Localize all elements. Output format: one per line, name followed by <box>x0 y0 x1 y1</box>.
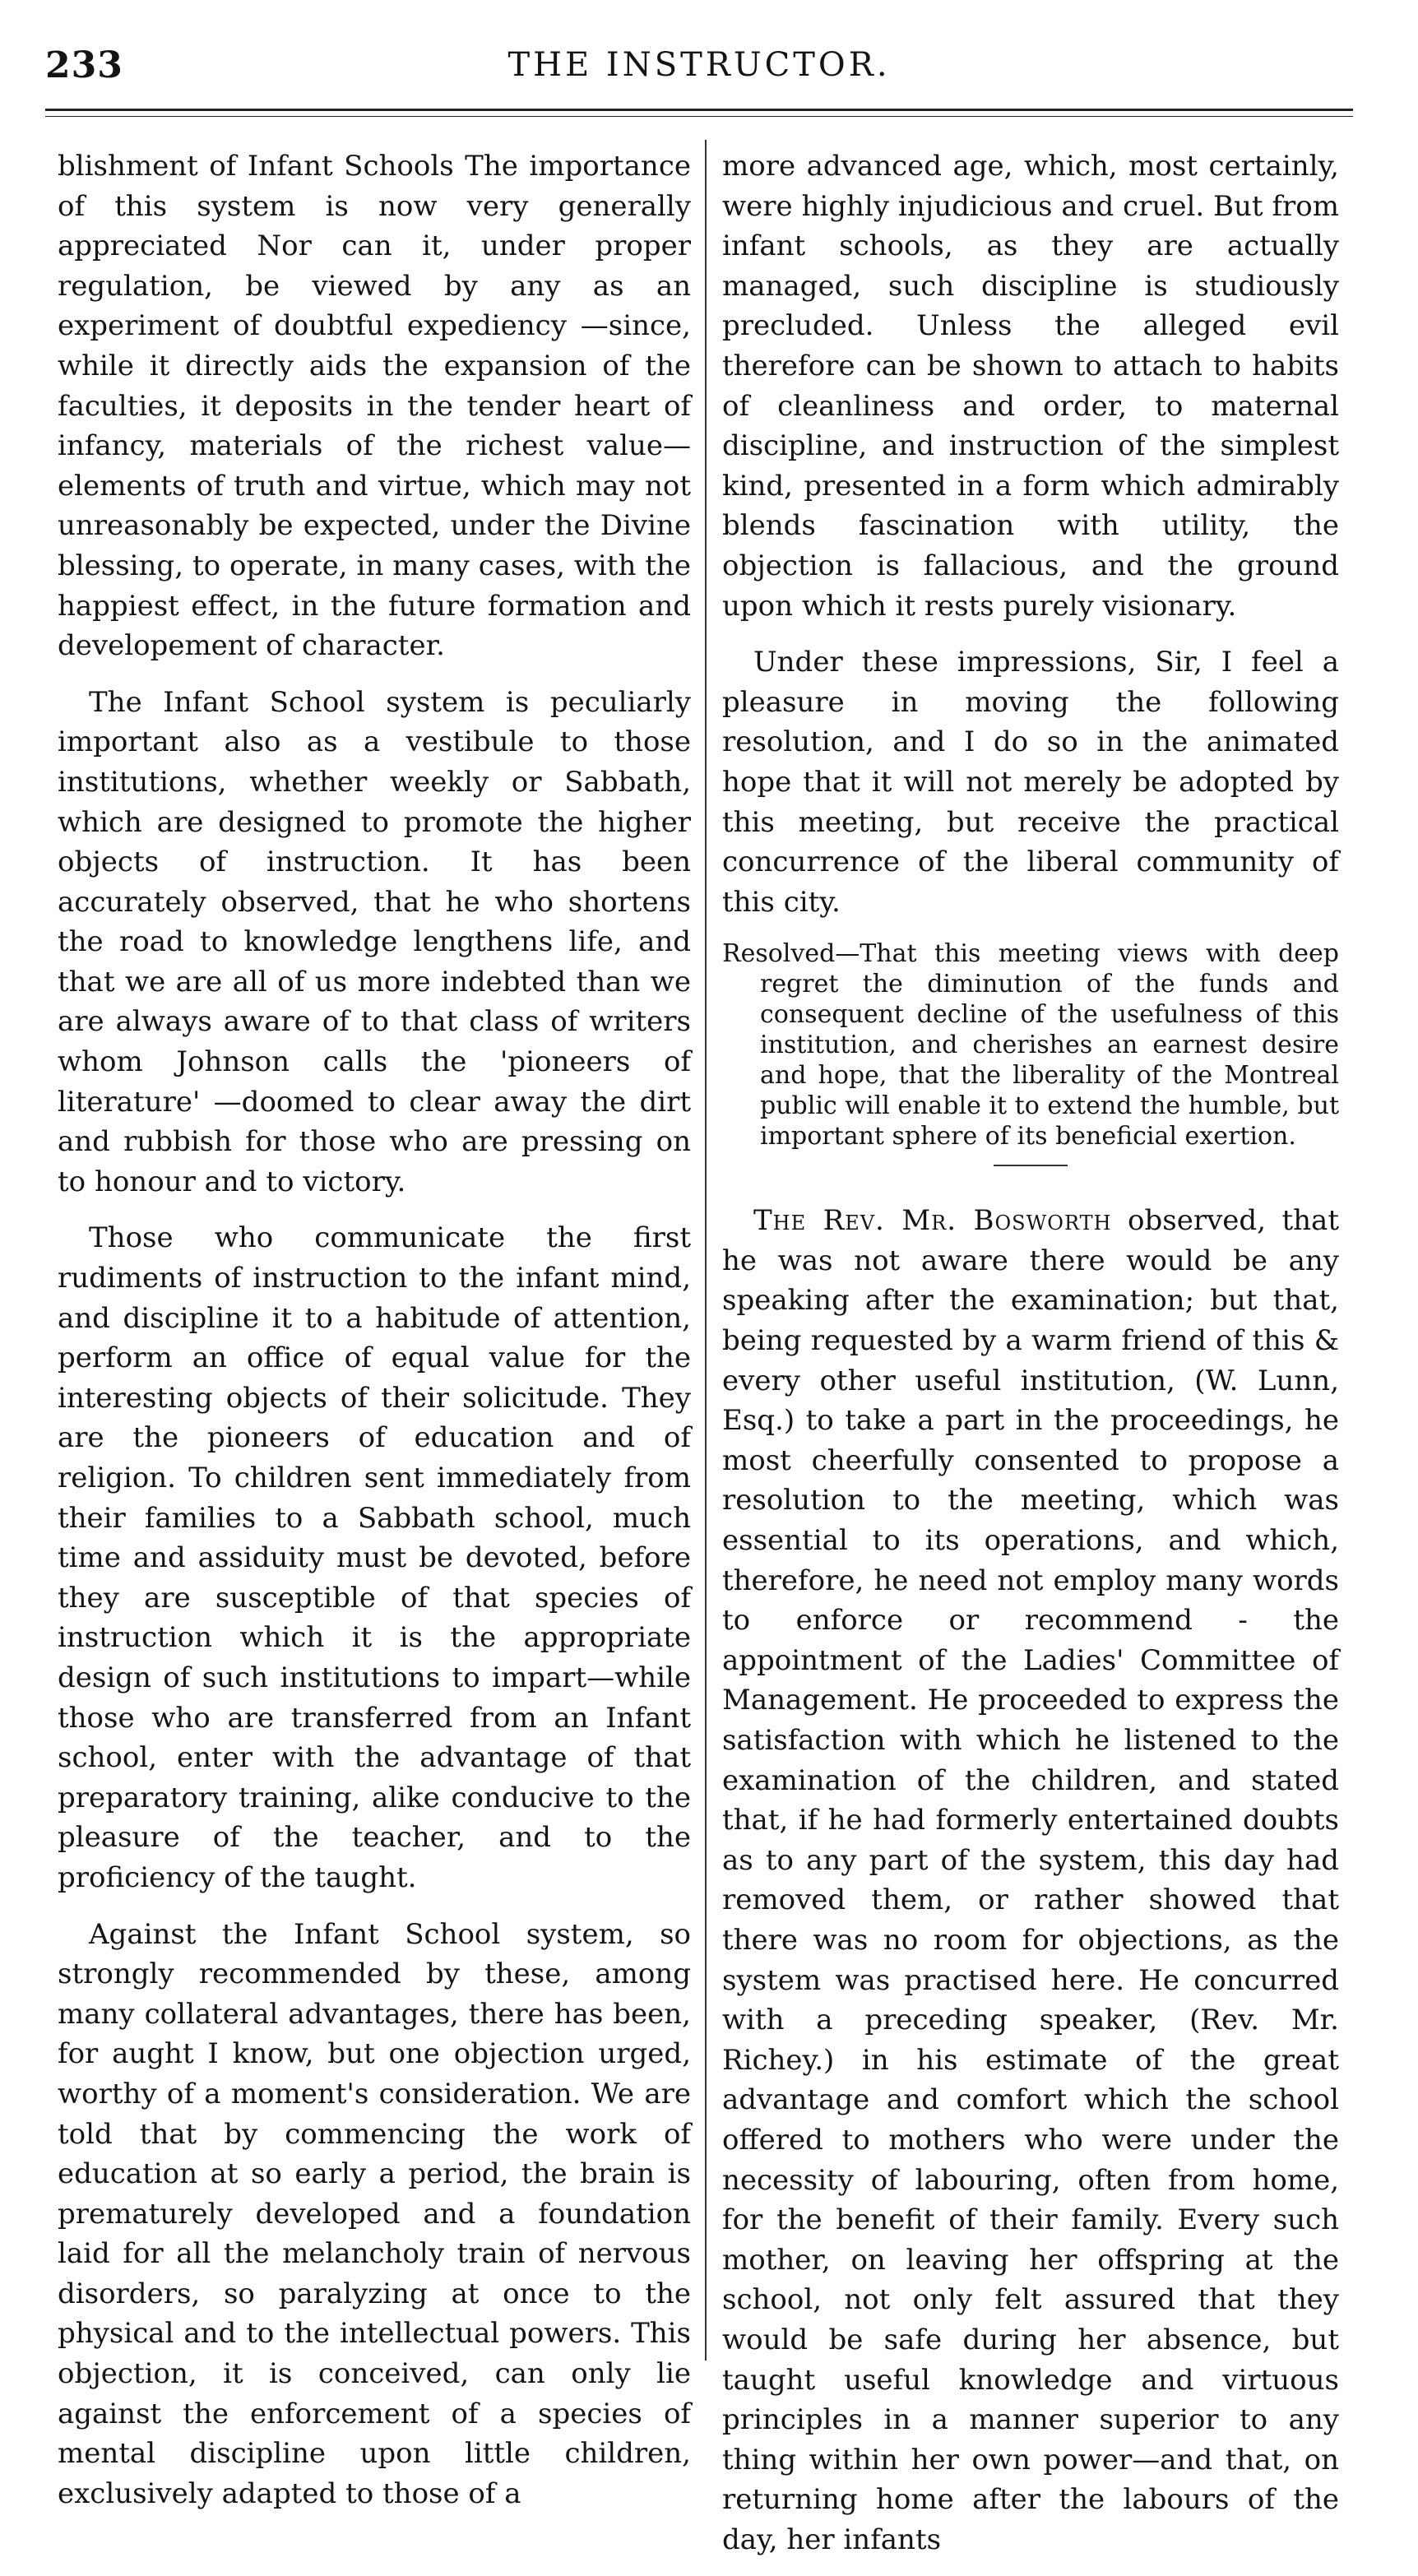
speech-text: observed, that he was not aware there would be any speaking after the examination; but that, being requested by a warm friend of this & every other useful institution, (W. Lunn, Esq.) to take a part in the proceedings, he most cheerfully consented to propose a resolution to the meeting, which was essential to its operations, and which, therefore, he need not employ many words to enforce or recommend - the appointment of the Ladies' Committee of Management. He proceeded to express the satisfaction with which he listened to the examination of the children, and stated that, if he had formerly entertained doubts as to any part of the system, this day had removed them, or rather showed that there was no room for objections, as the system was practised here. He concurred with a preceding speaker, (Rev. Mr. Richey.) in his estimate of the great advantage and comfort which the school offered to mothers who were under the necessity of labouring, often from home, for the benefit of their family. Every such mother, on leaving her offspring at the school, not only felt assured that they would be safe during her absence, but taught useful knowledge and virtuous principles in a manner superior to any thing within her own power—and that, on returning home after the labours of the day, her infants <box>722 1204 1339 2556</box>
paragraph <box>722 1201 1339 2560</box>
paragraph: The Infant School system is peculiarly important also as a vestibule to those institutions, whether weekly or Sabbath, which are designed to promote the higher objects of instruction. It has been accurately observed, that he who shortens the road to knowledge lengthens life, and that we are all of us more indebted than we are always aware of to that class of writers whom Johnson calls the 'pioneers of literature' —doomed to clear away the dirt and rubbish for those who are pressing on to honour and to victory. <box>58 685 691 1198</box>
section-separator <box>994 1165 1068 1166</box>
paragraph: blishment of Infant Schools The importance of this system is now very generally appreciated Nor can it, under proper regulation, be viewed by any as an experiment of doubtful expediency —since, while it directly aids the expansion of the faculties, it deposits in the tender heart of infancy, materials of the richest value—elements of truth and virtue, which may not unreasonably be expected, under the Divine blessing, to operate, in many cases, with the happiest effect, in the future formation and developement of character. <box>58 150 691 663</box>
header-rule-thin <box>45 116 1353 117</box>
resolution-text: Resolved—That this meeting views with deep regret the diminution of the funds and consequent decline of the usefulness of this institution, and cherishes an earnest desire and hope, that the liberality of the Montreal public will enable it to extend the humble, but important sphere of its beneficial exertion. <box>722 939 1339 1151</box>
speaker-name: The Rev. Mr. Bosworth <box>753 1204 1112 1238</box>
paragraph: more advanced age, which, most certainly, were highly injudicious and cruel. But from infant schools, as they are actually managed, such discipline is studiously precluded. Unless the alleged evil therefore can be shown to attach to habits of cleanliness and order, to maternal discipline, and instruction of the simplest kind, presented in a form which admirably blends fascination with utility, the objection is fallacious, and the ground upon which it rests purely visionary. <box>722 150 1339 623</box>
page-header <box>45 39 1353 97</box>
paragraph: Under these impressions, Sir, I feel a pleasure in moving the following resolution, and I do so in the animated hope that it will not merely be adopted by this meeting, but receive the practical concurrence of the liberal community of this city. <box>722 646 1339 919</box>
right-column <box>722 146 1339 2576</box>
running-title: THE INSTRUCTOR. <box>507 46 891 84</box>
header-rule <box>45 109 1353 111</box>
column-divider <box>705 140 707 2361</box>
paragraph: Against the Infant School system, so strongly recommended by these, among many collateral advantages, there has been, for aught I know, but one objection urged, worthy of a moment's consideration. We are told that by commencing the work of education at so early a period, the brain is prematurely developed and a foundation laid for all the melancholy train of nervous disorders, so paralyzing at once to the physical and to the intellectual powers. This objection, it is conceived, can only lie against the enforcement of a species of mental discipline upon little children, exclusively adapted to those of a <box>58 1917 691 2510</box>
left-column <box>58 146 691 2530</box>
page-number: 233 <box>45 44 123 86</box>
paragraph: Those who communicate the first rudiments of instruction to the infant mind, and discipline it to a habitude of attention, perform an office of equal value for the interesting objects of their solicitude. They are the pioneers of education and of religion. To children sent immediately from their families to a Sabbath school, much time and assiduity must be devoted, before they are susceptible of that species of instruction which it is the appropriate design of such institutions to impart—while those who are transferred from an Infant school, enter with the advantage of that preparatory training, alike conducive to the pleasure of the teacher, and to the proficiency of the taught. <box>58 1221 691 1894</box>
